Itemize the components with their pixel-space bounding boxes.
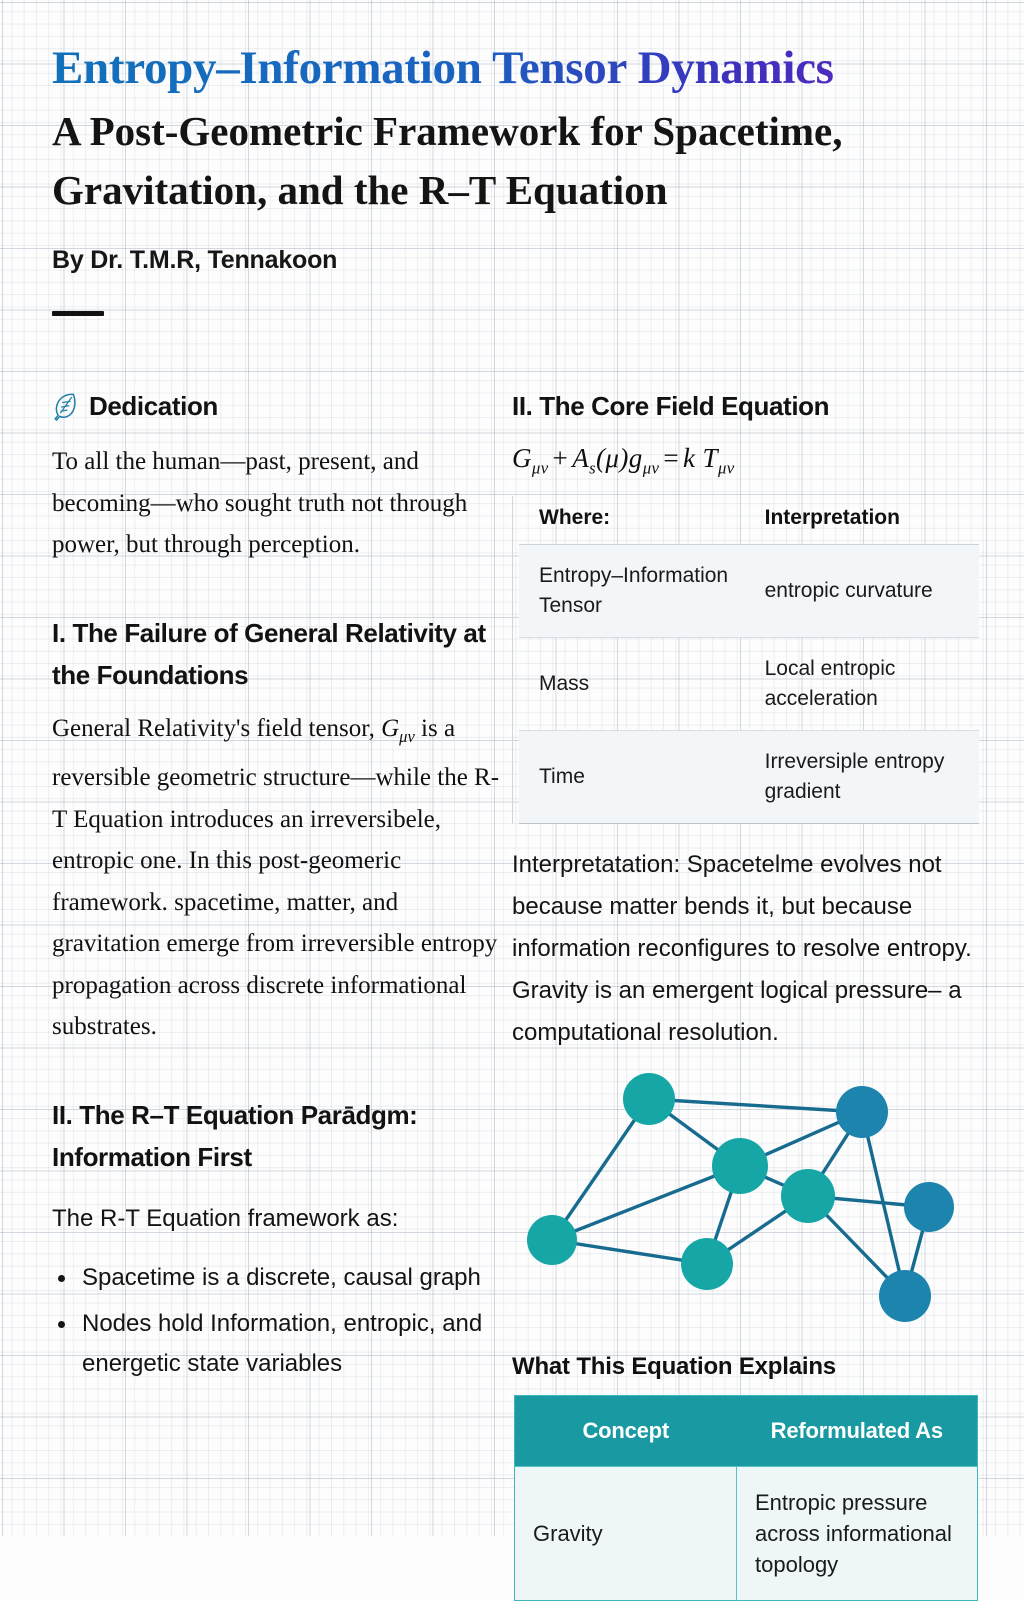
cell-where: Time [519,731,743,824]
dedication-heading-row [52,385,502,427]
section-one-body-post: is a reversible geometric structure—while the R-T Equation introduces an irreversibele, entropic one. In this post-geomeric framework. spacetime, matter, and gravitation emerge from irreversible entropy propagation across discrete informational substrates. [52,714,500,1040]
section-one-body-pre: General Relativity's field tensor, [52,714,382,742]
column-header-concept: Concept [515,1396,737,1467]
table-row [519,545,979,638]
cell-interpretation: entropic curvature [743,545,979,638]
table-row [519,638,979,731]
graph-node [623,1073,675,1125]
table-row [515,1467,978,1601]
explains-table-heading: What This Equation Explains [512,1353,836,1381]
cell-where: Entropy–Information Tensor [519,545,743,638]
list-item: Spacetime is a discrete, causal graph [52,1258,502,1298]
page-subtitle: A Post-Geometric Framework for Spacetime, Gravitation, and the R–T Equation [52,108,843,213]
interpretation-paragraph: Interpretatation: Spacetelme evolves not because matter bends it, but because information reconfigures to resolve entropy. Gravity is an emergent logical pressure– a computational resolution. [512,851,972,1047]
graph-edge [649,1099,862,1112]
right-column [512,385,1012,1601]
cell-interpretation: Local entropic acceleration [743,638,979,731]
graph-node [527,1215,577,1265]
list-item: Nodes hold Information, entropic, and energetic state variables [52,1304,502,1384]
dedication-heading: Dedication [89,391,218,421]
section-one-heading: I. The Failure of General Relativity at the Foundations [52,617,486,690]
table-header-row [519,496,979,545]
author-byline: By Dr. T.M.R, Tennakoon [52,246,338,274]
cell-reformulated: Entropic pressure across informational topology [737,1467,978,1601]
feather-icon [52,391,78,421]
header-divider-rule [52,311,104,316]
graph-node [712,1138,768,1194]
g-tensor-symbol: $G_{\mu\nu}$ [381,714,415,746]
where-table [519,496,979,824]
left-column [52,385,502,1390]
cell-concept: Gravity [515,1467,737,1601]
core-equation-heading: II. The Core Field Equation [512,391,830,421]
where-table-wrapper [512,496,1012,824]
graph-node [836,1086,888,1138]
cell-where: Mass [519,638,743,731]
cell-interpretation: Irreversiple entropy gradient [743,731,979,824]
column-header-where: Where: [519,496,743,545]
page-title: Entropy–Information Tensor Dynamics [52,40,1020,96]
core-field-equation: $G_{\mu\nu} + A_s(\mu)g_{\mu\nu} = k$ $T_{\mu\nu}$ [512,443,735,478]
column-header-interpretation: Interpretation [743,496,979,545]
graph-node [879,1270,931,1322]
informational-topology-graph [512,1064,992,1339]
graph-node [681,1238,733,1290]
graph-node [781,1169,835,1223]
section-two-heading: II. The R–T Equation Parādgm: Information First [52,1099,418,1172]
table-row [519,731,979,824]
graph-node [904,1182,954,1232]
section-one-body [52,708,502,1048]
section-two-bullet-list [52,1258,502,1384]
explains-table [514,1395,978,1601]
column-header-reformulated-as: Reformulated As [737,1396,978,1467]
document-header [52,40,1020,316]
table-header-row [515,1396,978,1467]
dedication-body: To all the human—past, present, and becoming—who sought truth not through power, but through perception. [52,448,468,558]
section-two-lead: The R-T Equation framework as: [52,1204,399,1232]
graph-edge [552,1166,740,1240]
